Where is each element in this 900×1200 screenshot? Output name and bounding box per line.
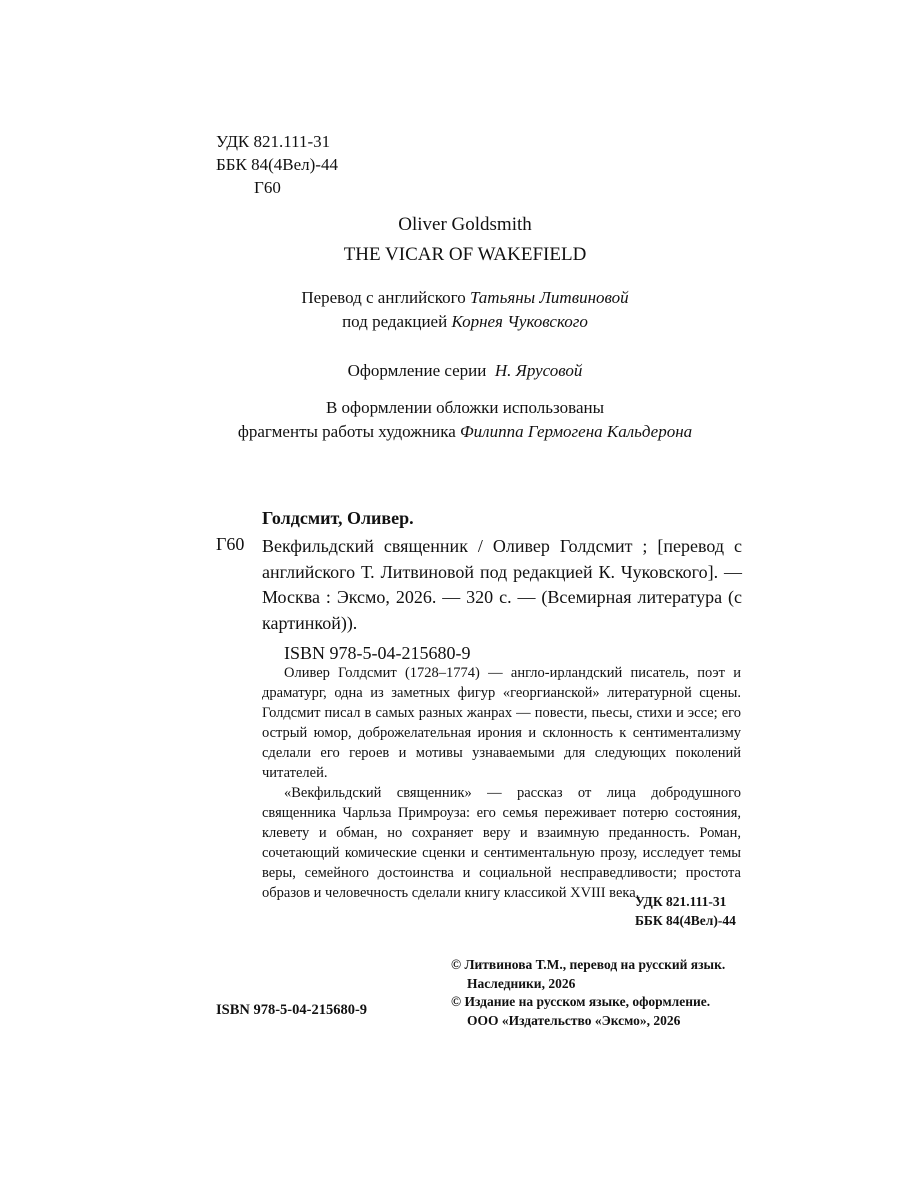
editor-name: Корнея Чуковского xyxy=(451,312,588,331)
annotation-paragraph-2: «Векфильдский священник» — рассказ от лица добродушного священника Чарльза Примроуза: его семья переживает потерю состояния, клевету и обман, но сохраняет веру и взаимную преданность. Роман, сочетающий комические сценки и сентиментальную прозу, исследует темы веры, семейного достоинства и социальной несправедливости; простота образов и человечность сделали книгу классикой XVIII века. xyxy=(262,785,741,901)
bbk-code: ББК 84(4Вел)-44 xyxy=(216,155,338,174)
series-design-credit: Оформление серии Н. Ярусовой xyxy=(347,361,583,380)
cover-line-1: В оформлении обложки использованы xyxy=(325,398,605,417)
copyright-1-line-1: © Литвинова Т.М., перевод на русский язык. xyxy=(451,957,726,972)
original-title: THE VICAR OF WAKEFIELD xyxy=(343,244,587,265)
designer-name: Н. Ярусовой xyxy=(494,361,583,380)
card-author-code: Г60 xyxy=(216,534,245,554)
annotation-bbk: ББК 84(4Вел)-44 xyxy=(635,913,736,928)
translation-line-1: Перевод с английского Татьяны Литвиновой xyxy=(301,288,629,307)
copyright-block xyxy=(451,956,725,1030)
original-author: Oliver Goldsmith xyxy=(398,214,532,235)
translation-line-2: под редакцией Корнея Чуковского xyxy=(342,312,588,331)
author-code: Г60 xyxy=(254,178,281,197)
cover-credit xyxy=(0,396,900,444)
translator-name: Татьяны Литвиновой xyxy=(469,288,629,307)
copyright-2-line-2: ООО «Издательство «Эксмо», 2026 xyxy=(467,1012,681,1028)
bottom-isbn: ISBN 978-5-04-215680-9 xyxy=(216,1002,368,1018)
card-description: Векфильдский священник / Оливер Голдсмит ; [перевод с английского Т. Литвиновой под редакцией К. Чуковского]. — Москва : Эксмо, 2026. — 320 с. — (Всемирная литература (с картинкой)). xyxy=(262,536,742,633)
annotation-udk: УДК 821.111-31 xyxy=(635,894,727,909)
original-title-block xyxy=(0,210,900,270)
annotation-codes xyxy=(635,892,736,930)
classification-block xyxy=(216,130,338,199)
annotation xyxy=(262,663,741,903)
translation-credits xyxy=(0,286,900,334)
annotation-paragraph-1: Оливер Голдсмит (1728–1774) — англо-ирландский писатель, поэт и драматург, одна из заметных фигур «георгианской» литературной сцены. Голдсмит писал в самых разных жанрах — повести, пьесы, стихи и эссе; его острый юмор, доброжелательная ирония и склонность к сентиментализму сделали его героев и мотивы узнаваемыми для следующих поколений читателей. xyxy=(262,665,741,781)
card-isbn: ISBN 978-5-04-215680-9 xyxy=(284,643,471,663)
copyright-1-line-2: Наследники, 2026 xyxy=(467,975,576,991)
copyright-2-line-1: © Издание на русском языке, оформление. xyxy=(451,994,711,1009)
udk-code: УДК 821.111-31 xyxy=(216,132,331,151)
card-author: Голдсмит, Оливер. xyxy=(262,508,414,528)
artist-name: Филиппа Гермогена Кальдерона xyxy=(460,422,693,441)
cover-line-2: фрагменты работы художника Филиппа Гермогена Кальдерона xyxy=(237,422,693,441)
